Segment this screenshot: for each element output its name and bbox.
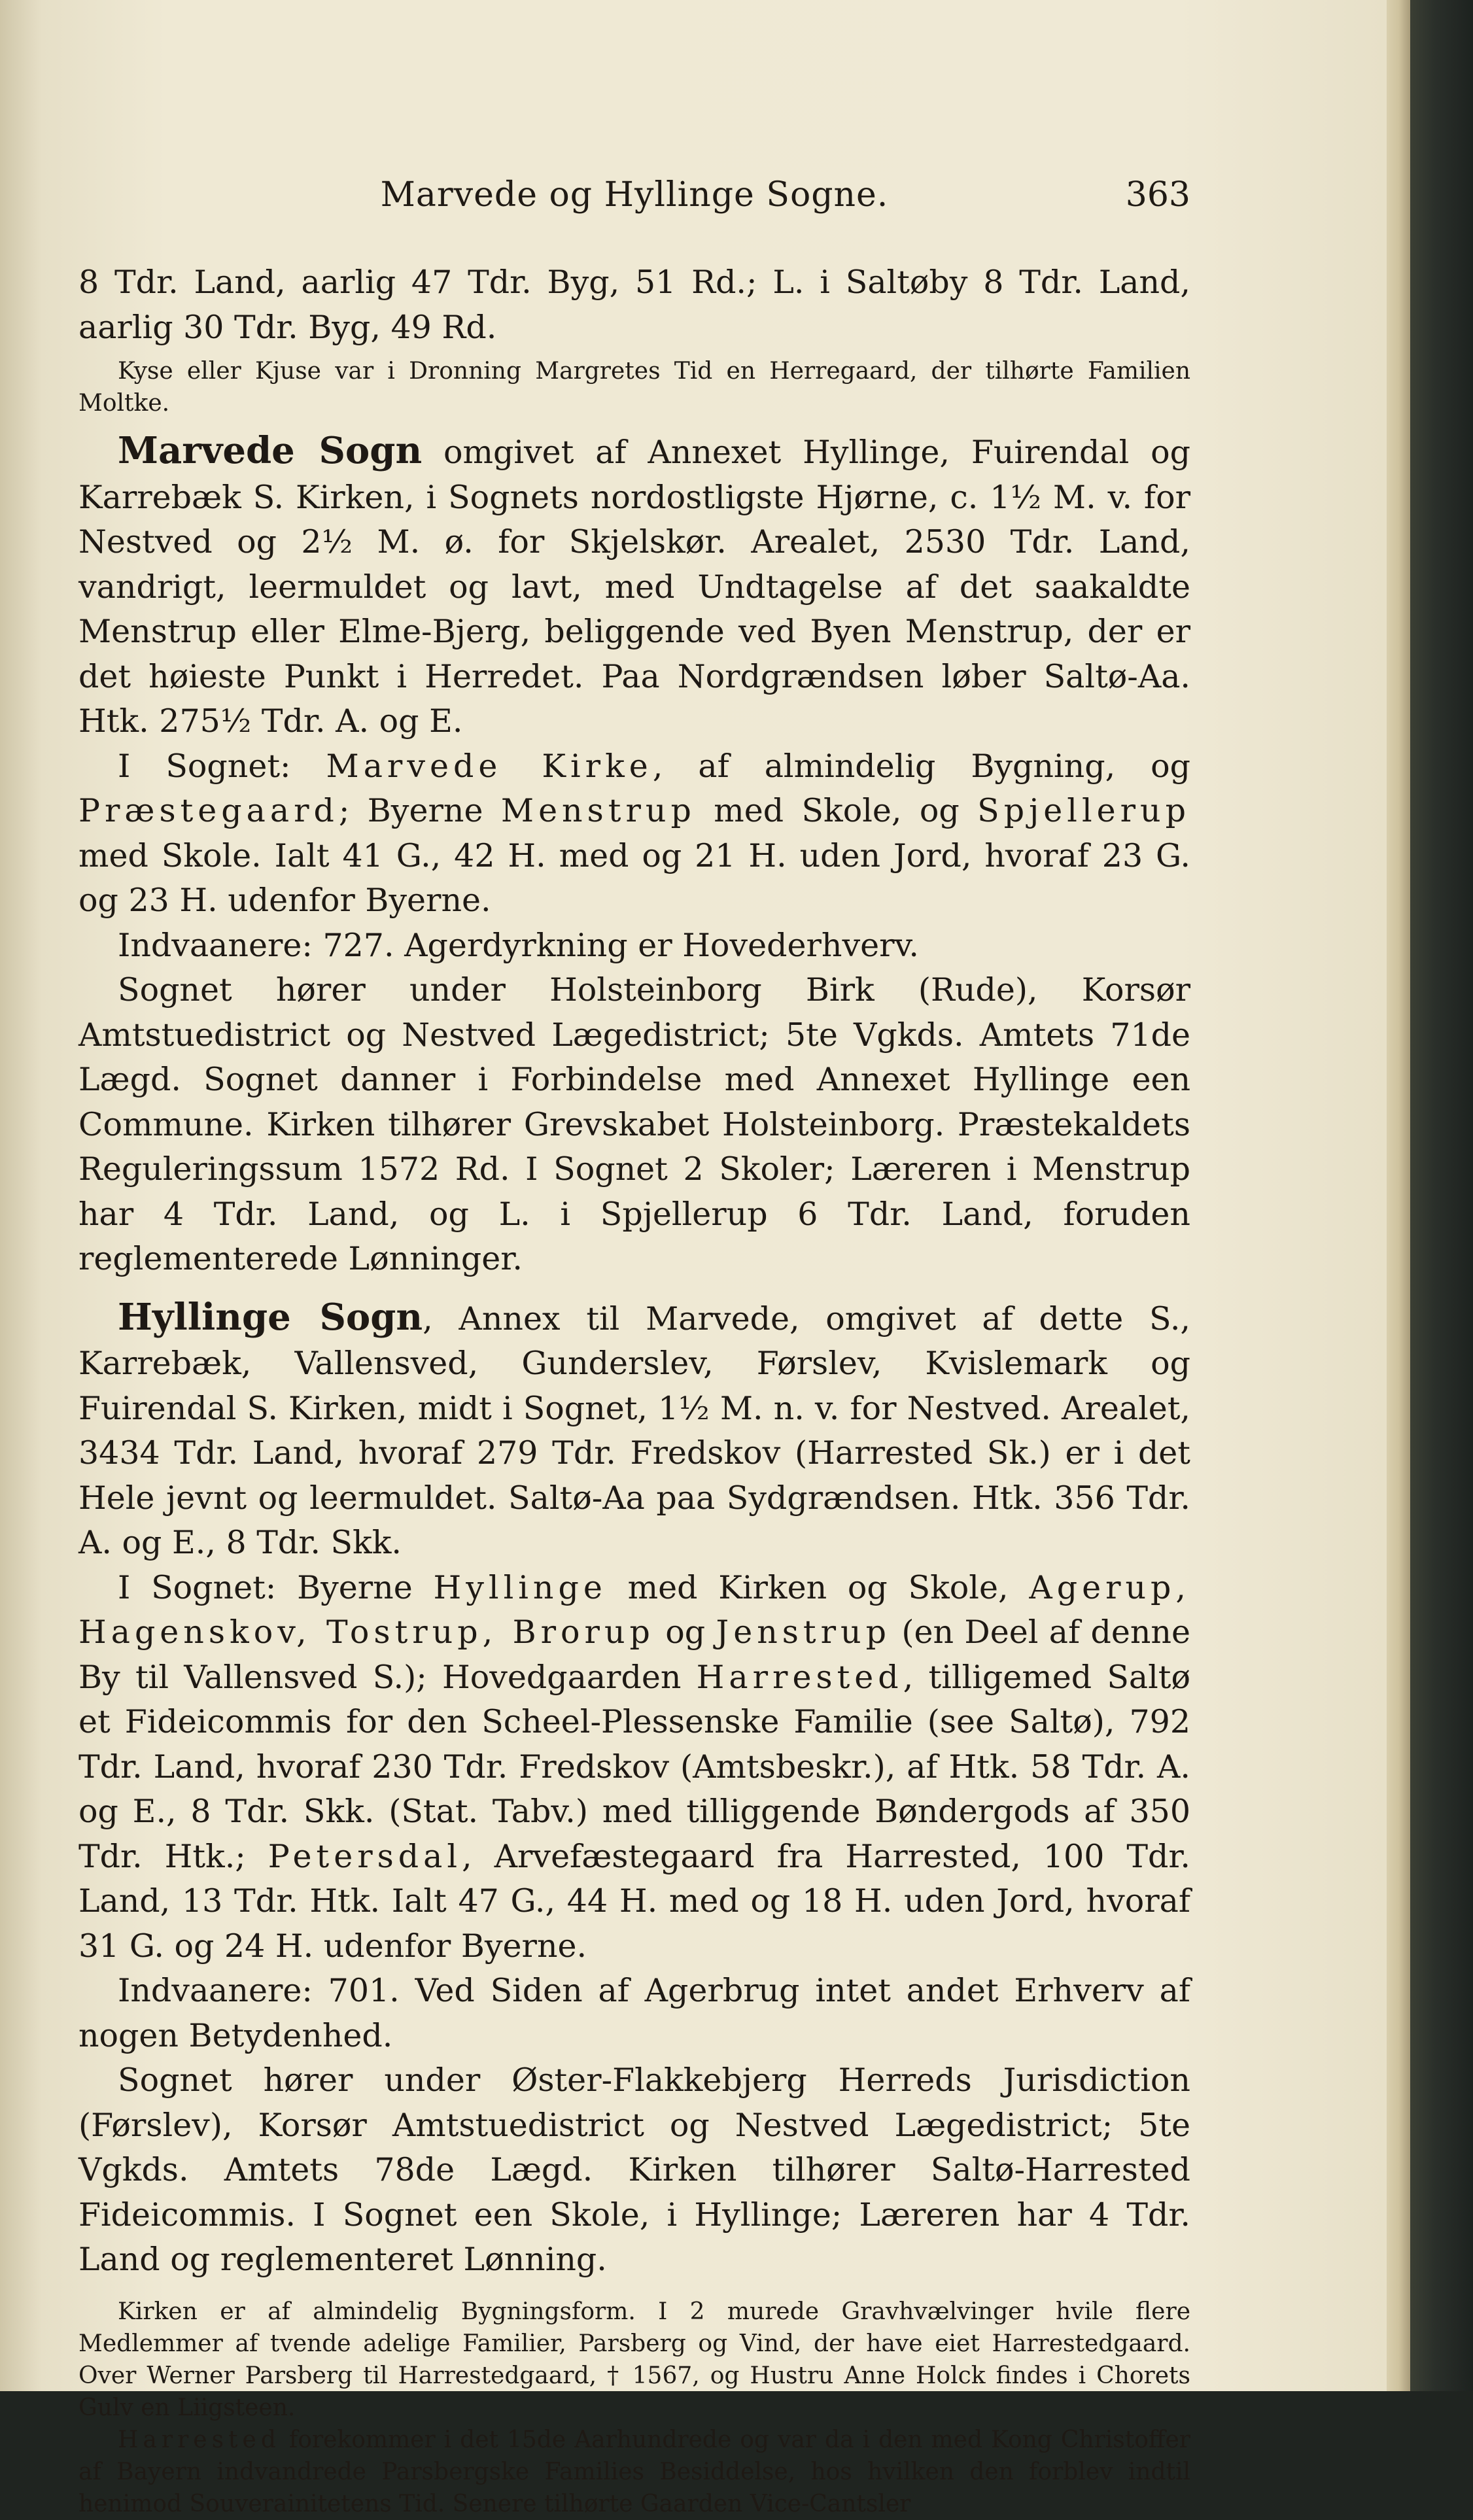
place-marvede-kirke: Marvede Kirke bbox=[326, 747, 653, 785]
place-petersdal: Petersdal bbox=[268, 1837, 462, 1875]
place-praestegaard: Præstegaard bbox=[78, 792, 339, 829]
footnote-harrested-term: Harrested bbox=[118, 2426, 281, 2453]
footnote-kirken: Kirken er af almindelig Bygningsform. I 2 murede Gravhvælvinger hvile flere Medlemmer af tvende adelige Familier, Parsberg og Vind, der have eiet Harrestedgaard. Over Werner Parsberg til Harrestedgaard, † 1567, og Hustru Anne Holck findes i Chorets Gulv en Liigsteen. bbox=[78, 2298, 1190, 2421]
paragraph-hyllinge-admin: Sognet hører under Øster-Flakkebjerg Herreds Jurisdiction (Førslev), Korsør Amtstuedistrict og Nestved Lægedistrict; 5te Vgkds. Amtets 78de Lægd. Kirken tilhører Saltø-Harrested Fideicommis. I Sognet een Skole, i Hyllinge; Læreren har 4 Tdr. Land og reglementeret Lønning. bbox=[78, 2062, 1190, 2278]
paragraph-marvede-admin: Sognet hører under Holsteinborg Birk (Rude), Korsør Amtstuedistrict og Nestved Lægedistrict; 5te Vgkds. Amtets 71de Lægd. Sognet danner i Forbindelse med Annexet Hyllinge een Commune. Kirken tilhører Grevskabet Holsteinborg. Præstekaldets Reguleringssum 1572 Rd. I Sognet 2 Skoler; Læreren i Menstrup har 4 Tdr. Land, og L. i Spjellerup 6 Tdr. Land, foruden reglementerede Lønninger. bbox=[78, 971, 1190, 1277]
paragraph-hyllinge-population: Indvaanere: 701. Ved Siden af Agerbrug intet andet Erhverv af nogen Betydenhed. bbox=[78, 1972, 1190, 2054]
footnote-kyse: Kyse eller Kjuse var i Dronning Margretes Tid en Herregaard, der tilhørte Familien Moltke. bbox=[78, 358, 1190, 417]
section-heading-marvede: Marvede Sogn bbox=[118, 429, 423, 472]
footnote-harrested: Harrested forekommer i det 15de Aarhundrede og var da i den med Kong Christoffer af Bayern indvandrede Parsbergske Families Besiddelse, hos hvilken den forblev indtil henimod Souverainitetens Tid. Senere tilhørte Gaarden Vice-Cantsler bbox=[78, 2426, 1190, 2517]
paragraph-hyllinge-places: I Sognet: Byerne Hyllinge med Kirken og Skole, Agerup, Hagenskov, Tostrup, Brorup og Jenstrup (en Deel af denne By til Vallensved S.); Hovedgaarden Harrested, tilligemed Saltø et Fideicommis for den Scheel-Plessenske Familie (see Saltø), 792 Tdr. Land, hvoraf 230 Tdr. Fredskov (Amtsbeskr.), af Htk. 58 Tdr. A. og E., 8 Tdr. Skk. (Stat. Tabv.) med tilliggende Bøndergods af 350 Tdr. Htk.; Petersdal, Arvefæstegaard fra Harrested, 100 Tdr. Land, 13 Tdr. Htk. Ialt 47 G., 44 H. med og 18 H. uden Jord, hvoraf 31 G. og 24 H. udenfor Byerne. bbox=[78, 1568, 1190, 1965]
place-menstrup: Menstrup bbox=[500, 792, 696, 829]
page-body bbox=[78, 260, 1190, 2520]
running-head: Marvede og Hyllinge Sogne. bbox=[380, 175, 889, 215]
place-spjellerup: Spjellerup bbox=[977, 792, 1190, 829]
paragraph-marvede-intro bbox=[78, 428, 1190, 744]
hyllinge-intro-text: , Annex til Marvede, omgivet af dette S., Karrebæk, Vallensved, Gunderslev, Førslev, Kvislemark og Fuirendal S. Kirken, midt i Sognet, 1½ M. n. v. for Nestved. Arealet, 3434 Tdr. Land, hvoraf 279 Tdr. Fredskov (Harrested Sk.) er i det Hele jevnt og leermuldet. Saltø-Aa paa Sydgrændsen. Htk. 356 Tdr. A. og E., 8 Tdr. Skk. bbox=[78, 1300, 1190, 1561]
marvede-intro-text: omgivet af Annexet Hyllinge, Fuirendal og Karrebæk S. Kirken, i Sognets nordostligste Hjørne, c. 1½ M. v. for Nestved og 2½ M. ø. for Skjelskør. Arealet, 2530 Tdr. Land, vandrigt, leermuldet og lavt, med Undtagelse af det saakaldte Menstrup eller Elme-Bjerg, beliggende ved Byen Menstrup, der er det høieste Punkt i Herredet. Paa Nordgrændsen løber Saltø-Aa. Htk. 275½ Tdr. A. og E. bbox=[78, 434, 1190, 740]
place-harrested: Harrested bbox=[696, 1658, 903, 1696]
page-stack-edge bbox=[1387, 0, 1410, 2391]
paragraph-marvede-places: I Sognet: Marvede Kirke, af almindelig Bygning, og Præstegaard; Byerne Menstrup med Skole, og Spjellerup med Skole. Ialt 41 G., 42 H. med og 21 H. uden Jord, hvoraf 23 G. og 23 H. udenfor Byerne. bbox=[78, 747, 1191, 919]
section-heading-hyllinge: Hyllinge Sogn bbox=[118, 1295, 423, 1339]
paragraph-marvede-population: Indvaanere: 727. Agerdyrkning er Hovederhverv. bbox=[118, 926, 919, 964]
place-jenstrup: Jenstrup bbox=[716, 1614, 891, 1651]
page-number: 363 bbox=[1125, 175, 1190, 215]
paragraph-carryover: 8 Tdr. Land, aarlig 47 Tdr. Byg, 51 Rd.; L. i Saltøby 8 Tdr. Land, aarlig 30 Tdr. Byg, 49 Rd. bbox=[78, 264, 1190, 346]
place-agerup-group: Agerup, Hagenskov, Tostrup, Brorup bbox=[78, 1568, 1190, 1651]
paragraph-hyllinge-intro bbox=[78, 1295, 1190, 1566]
book-cover-edge bbox=[1410, 0, 1473, 2391]
page-header bbox=[78, 175, 1190, 228]
place-hyllinge: Hyllinge bbox=[433, 1568, 607, 1606]
